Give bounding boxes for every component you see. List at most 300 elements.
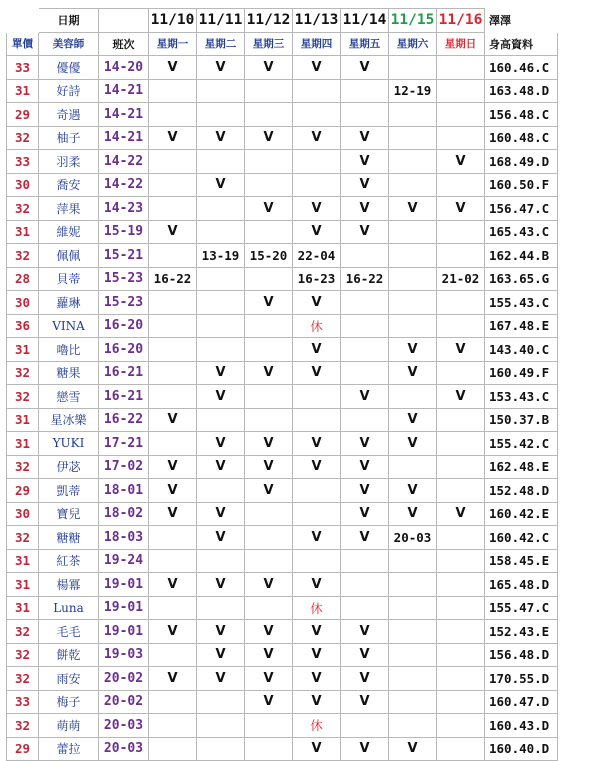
shift-cell: 16-21 — [99, 385, 149, 409]
stylist-name: 雨安 — [39, 667, 99, 691]
day-cell — [149, 385, 197, 409]
day-cell — [437, 549, 485, 573]
day-cell: V — [389, 432, 437, 456]
weekday-header: 星期三 — [245, 32, 293, 56]
table-row — [7, 267, 558, 291]
weekday-header: 星期一 — [149, 32, 197, 56]
price-cell: 32 — [7, 385, 39, 409]
schedule-table — [6, 8, 558, 761]
day-cell: V — [245, 455, 293, 479]
day-cell — [245, 173, 293, 197]
size-header: 身高資料 — [485, 32, 558, 56]
price-cell: 29 — [7, 737, 39, 761]
size-cell: 170.55.D — [485, 667, 558, 691]
day-cell: V — [149, 667, 197, 691]
table-row — [7, 197, 558, 221]
table-row — [7, 432, 558, 456]
day-cell — [149, 714, 197, 738]
size-cell: 160.40.D — [485, 737, 558, 761]
table-row — [7, 150, 558, 174]
price-cell: 33 — [7, 150, 39, 174]
day-cell — [245, 220, 293, 244]
shift-cell: 16-20 — [99, 314, 149, 338]
day-cell — [389, 150, 437, 174]
day-cell — [197, 479, 245, 503]
day-cell — [245, 103, 293, 127]
day-cell: V — [245, 291, 293, 315]
day-cell — [437, 79, 485, 103]
day-cell — [293, 502, 341, 526]
stylist-name: 柚子 — [39, 126, 99, 150]
shift-cell: 18-03 — [99, 526, 149, 550]
day-cell — [245, 338, 293, 362]
stylist-name: 嚕比 — [39, 338, 99, 362]
shift-cell: 20-03 — [99, 714, 149, 738]
day-cell — [197, 549, 245, 573]
day-cell — [389, 267, 437, 291]
day-cell: V — [293, 667, 341, 691]
price-cell: 31 — [7, 408, 39, 432]
day-cell — [197, 291, 245, 315]
day-cell — [197, 79, 245, 103]
shift-cell: 16-20 — [99, 338, 149, 362]
price-cell: 32 — [7, 455, 39, 479]
stylist-name: 喬安 — [39, 173, 99, 197]
day-cell — [389, 667, 437, 691]
table-row — [7, 526, 558, 550]
shift-cell: 14-21 — [99, 79, 149, 103]
table-row — [7, 173, 558, 197]
day-cell — [149, 173, 197, 197]
day-cell — [389, 103, 437, 127]
price-header: 單價 — [7, 32, 39, 56]
price-cell: 36 — [7, 314, 39, 338]
shift-cell: 16-21 — [99, 361, 149, 385]
day-cell — [389, 549, 437, 573]
day-cell: V — [389, 408, 437, 432]
day-cell: 16-22 — [341, 267, 389, 291]
table-row — [7, 549, 558, 573]
day-cell — [197, 596, 245, 620]
price-cell: 30 — [7, 502, 39, 526]
table-row — [7, 220, 558, 244]
weekday-header-saturday: 星期六 — [389, 32, 437, 56]
day-cell: V — [293, 361, 341, 385]
stylist-name: 優優 — [39, 56, 99, 80]
day-cell — [149, 244, 197, 268]
day-cell — [149, 432, 197, 456]
day-cell: V — [389, 338, 437, 362]
day-cell: 13-19 — [197, 244, 245, 268]
day-cell — [293, 103, 341, 127]
day-cell — [245, 79, 293, 103]
size-cell: 160.49.F — [485, 361, 558, 385]
price-cell: 32 — [7, 526, 39, 550]
stylist-name: 奇遇 — [39, 103, 99, 127]
day-cell: 21-02 — [437, 267, 485, 291]
day-cell: V — [293, 220, 341, 244]
day-cell: V — [293, 643, 341, 667]
day-cell — [389, 596, 437, 620]
day-cell: V — [197, 455, 245, 479]
price-cell: 32 — [7, 620, 39, 644]
day-cell — [197, 220, 245, 244]
stylist-name: 貝蒂 — [39, 267, 99, 291]
shift-cell: 20-02 — [99, 667, 149, 691]
day-cell — [245, 737, 293, 761]
size-cell: 152.43.E — [485, 620, 558, 644]
day-cell: V — [245, 197, 293, 221]
shift-header: 班次 — [99, 32, 149, 56]
shift-cell: 15-21 — [99, 244, 149, 268]
price-cell: 29 — [7, 103, 39, 127]
day-cell: V — [293, 126, 341, 150]
price-cell: 32 — [7, 361, 39, 385]
day-cell — [437, 573, 485, 597]
day-cell — [389, 455, 437, 479]
day-cell — [293, 79, 341, 103]
day-cell — [437, 737, 485, 761]
stylist-name: 蘿琳 — [39, 291, 99, 315]
day-cell: V — [197, 667, 245, 691]
day-cell — [245, 150, 293, 174]
price-cell: 32 — [7, 714, 39, 738]
day-cell: V — [437, 150, 485, 174]
day-cell: V — [245, 432, 293, 456]
stylist-name: 萌萌 — [39, 714, 99, 738]
day-cell: V — [245, 690, 293, 714]
day-cell: V — [389, 361, 437, 385]
shift-cell: 14-22 — [99, 150, 149, 174]
shift-cell: 15-19 — [99, 220, 149, 244]
day-cell — [197, 103, 245, 127]
day-cell: V — [293, 432, 341, 456]
stylist-name: 紅茶 — [39, 549, 99, 573]
shift-cell: 19-01 — [99, 620, 149, 644]
shift-cell: 18-01 — [99, 479, 149, 503]
stylist-name: 糖糖 — [39, 526, 99, 550]
day-cell — [197, 197, 245, 221]
day-cell — [149, 737, 197, 761]
date-header-sunday: 11/16 — [437, 9, 485, 33]
day-cell — [149, 526, 197, 550]
day-cell: V — [341, 385, 389, 409]
shift-cell: 16-22 — [99, 408, 149, 432]
price-cell: 32 — [7, 197, 39, 221]
day-cell — [437, 244, 485, 268]
weekday-header: 星期五 — [341, 32, 389, 56]
size-cell: 150.37.B — [485, 408, 558, 432]
size-cell: 160.50.F — [485, 173, 558, 197]
weekday-header: 星期二 — [197, 32, 245, 56]
day-cell: V — [197, 432, 245, 456]
day-cell: V — [341, 526, 389, 550]
day-cell — [245, 526, 293, 550]
size-cell: 163.48.D — [485, 79, 558, 103]
day-cell: V — [197, 502, 245, 526]
day-cell: V — [341, 643, 389, 667]
day-cell — [389, 56, 437, 80]
day-cell: V — [293, 526, 341, 550]
price-cell: 29 — [7, 479, 39, 503]
day-cell: V — [437, 197, 485, 221]
day-cell — [389, 291, 437, 315]
size-cell: 165.48.D — [485, 573, 558, 597]
stylist-name: 蕾拉 — [39, 737, 99, 761]
size-cell: 156.48.D — [485, 643, 558, 667]
table-row — [7, 479, 558, 503]
day-cell — [341, 596, 389, 620]
price-cell: 32 — [7, 643, 39, 667]
day-cell — [389, 220, 437, 244]
day-cell: V — [437, 502, 485, 526]
price-cell: 33 — [7, 56, 39, 80]
size-cell: 156.47.C — [485, 197, 558, 221]
day-cell: V — [197, 385, 245, 409]
size-cell: 155.47.C — [485, 596, 558, 620]
table-row — [7, 643, 558, 667]
day-cell — [245, 314, 293, 338]
date-label: 日期 — [39, 9, 99, 33]
day-cell: V — [197, 173, 245, 197]
day-cell: V — [341, 667, 389, 691]
day-cell: 休 — [293, 714, 341, 738]
stylist-name: 寶兒 — [39, 502, 99, 526]
day-cell: 休 — [293, 596, 341, 620]
size-cell: 160.42.E — [485, 502, 558, 526]
table-row — [7, 620, 558, 644]
stylist-name: Luna — [39, 596, 99, 620]
day-cell: V — [341, 690, 389, 714]
day-cell: V — [149, 408, 197, 432]
size-cell: 155.43.C — [485, 291, 558, 315]
size-cell: 160.42.C — [485, 526, 558, 550]
day-cell: V — [341, 197, 389, 221]
day-cell — [293, 479, 341, 503]
stylist-name: 楊冪 — [39, 573, 99, 597]
table-row — [7, 385, 558, 409]
date-header: 11/11 — [197, 9, 245, 33]
price-cell: 31 — [7, 596, 39, 620]
price-cell: 32 — [7, 126, 39, 150]
day-cell: V — [197, 573, 245, 597]
day-cell — [293, 150, 341, 174]
stylist-name: 毛毛 — [39, 620, 99, 644]
price-cell: 31 — [7, 220, 39, 244]
size-cell: 167.48.E — [485, 314, 558, 338]
day-cell — [389, 714, 437, 738]
day-cell: V — [197, 56, 245, 80]
day-cell — [149, 690, 197, 714]
date-header: 11/14 — [341, 9, 389, 33]
price-cell: 31 — [7, 573, 39, 597]
day-cell — [149, 150, 197, 174]
day-cell — [149, 197, 197, 221]
table-row — [7, 103, 558, 127]
day-cell: V — [341, 150, 389, 174]
day-cell — [389, 643, 437, 667]
day-cell — [245, 408, 293, 432]
corner-cell — [7, 9, 39, 33]
day-cell — [389, 126, 437, 150]
day-cell — [197, 338, 245, 362]
shift-cell: 14-20 — [99, 56, 149, 80]
day-cell — [197, 267, 245, 291]
day-cell: V — [341, 502, 389, 526]
shift-cell: 14-23 — [99, 197, 149, 221]
day-cell — [197, 150, 245, 174]
day-cell — [197, 314, 245, 338]
day-cell: V — [197, 643, 245, 667]
day-cell — [341, 361, 389, 385]
day-cell — [437, 526, 485, 550]
day-cell: V — [149, 502, 197, 526]
price-cell: 32 — [7, 667, 39, 691]
day-cell: V — [245, 643, 293, 667]
table-row — [7, 291, 558, 315]
price-cell: 33 — [7, 690, 39, 714]
table-row — [7, 56, 558, 80]
day-cell — [437, 361, 485, 385]
day-cell — [341, 408, 389, 432]
day-cell: V — [197, 126, 245, 150]
header-row-dates — [7, 9, 558, 33]
day-cell: V — [245, 479, 293, 503]
table-row — [7, 338, 558, 362]
price-cell: 32 — [7, 244, 39, 268]
day-cell — [437, 620, 485, 644]
price-cell: 28 — [7, 267, 39, 291]
size-cell: 165.43.C — [485, 220, 558, 244]
date-header: 11/12 — [245, 9, 293, 33]
day-cell: V — [437, 385, 485, 409]
size-cell: 155.42.C — [485, 432, 558, 456]
size-cell: 162.48.E — [485, 455, 558, 479]
day-cell — [245, 596, 293, 620]
day-cell — [437, 667, 485, 691]
day-cell — [197, 408, 245, 432]
size-cell: 143.40.C — [485, 338, 558, 362]
day-cell: V — [341, 126, 389, 150]
day-cell: V — [293, 690, 341, 714]
day-cell: V — [245, 361, 293, 385]
day-cell — [389, 314, 437, 338]
size-cell: 156.48.C — [485, 103, 558, 127]
day-cell: V — [245, 620, 293, 644]
day-cell — [437, 220, 485, 244]
schedule-body — [7, 56, 558, 761]
header-blank — [99, 9, 149, 33]
shift-cell: 15-23 — [99, 267, 149, 291]
price-cell: 31 — [7, 549, 39, 573]
day-cell — [437, 479, 485, 503]
shift-cell: 14-22 — [99, 173, 149, 197]
day-cell: V — [293, 338, 341, 362]
day-cell — [437, 408, 485, 432]
day-cell — [293, 173, 341, 197]
day-cell — [341, 338, 389, 362]
table-row — [7, 314, 558, 338]
day-cell: V — [149, 56, 197, 80]
table-row — [7, 361, 558, 385]
stylist-name: 維妮 — [39, 220, 99, 244]
day-cell: V — [341, 479, 389, 503]
day-cell — [341, 291, 389, 315]
stylist-name: VINA — [39, 314, 99, 338]
day-cell — [197, 737, 245, 761]
table-row — [7, 690, 558, 714]
size-cell: 153.43.C — [485, 385, 558, 409]
day-cell — [389, 620, 437, 644]
day-cell: V — [341, 432, 389, 456]
stylist-name: 萍果 — [39, 197, 99, 221]
day-cell: V — [341, 737, 389, 761]
day-cell: V — [293, 455, 341, 479]
day-cell — [245, 267, 293, 291]
shift-cell: 20-03 — [99, 737, 149, 761]
day-cell: 12-19 — [389, 79, 437, 103]
stylist-name: YUKI — [39, 432, 99, 456]
day-cell — [149, 314, 197, 338]
schedule-sheet — [6, 8, 588, 761]
date-header: 11/10 — [149, 9, 197, 33]
day-cell: V — [293, 197, 341, 221]
size-cell: 160.46.C — [485, 56, 558, 80]
table-row — [7, 596, 558, 620]
day-cell — [293, 385, 341, 409]
day-cell — [341, 244, 389, 268]
date-header-saturday: 11/15 — [389, 9, 437, 33]
day-cell: 16-23 — [293, 267, 341, 291]
day-cell: V — [245, 573, 293, 597]
size-cell: 162.44.B — [485, 244, 558, 268]
day-cell — [149, 596, 197, 620]
day-cell: V — [341, 173, 389, 197]
shift-cell: 17-02 — [99, 455, 149, 479]
day-cell: 15-20 — [245, 244, 293, 268]
day-cell: V — [341, 56, 389, 80]
day-cell: 休 — [293, 314, 341, 338]
day-cell: V — [389, 479, 437, 503]
day-cell — [197, 714, 245, 738]
stylist-name: 好詩 — [39, 79, 99, 103]
day-cell — [437, 643, 485, 667]
stylist-name: 梅子 — [39, 690, 99, 714]
size-cell: 158.45.E — [485, 549, 558, 573]
table-row — [7, 573, 558, 597]
shift-cell: 19-24 — [99, 549, 149, 573]
shift-cell: 14-21 — [99, 103, 149, 127]
table-row — [7, 667, 558, 691]
day-cell — [341, 79, 389, 103]
day-cell — [437, 314, 485, 338]
stylist-header: 美容師 — [39, 32, 99, 56]
day-cell: V — [341, 620, 389, 644]
size-cell: 160.47.D — [485, 690, 558, 714]
day-cell — [437, 690, 485, 714]
day-cell — [437, 173, 485, 197]
day-cell: V — [149, 220, 197, 244]
stylist-name: 羽柔 — [39, 150, 99, 174]
day-cell — [293, 408, 341, 432]
date-header: 11/13 — [293, 9, 341, 33]
stylist-name: 凱蒂 — [39, 479, 99, 503]
day-cell: V — [149, 126, 197, 150]
day-cell: V — [149, 573, 197, 597]
day-cell: V — [389, 197, 437, 221]
table-row — [7, 737, 558, 761]
day-cell — [341, 573, 389, 597]
